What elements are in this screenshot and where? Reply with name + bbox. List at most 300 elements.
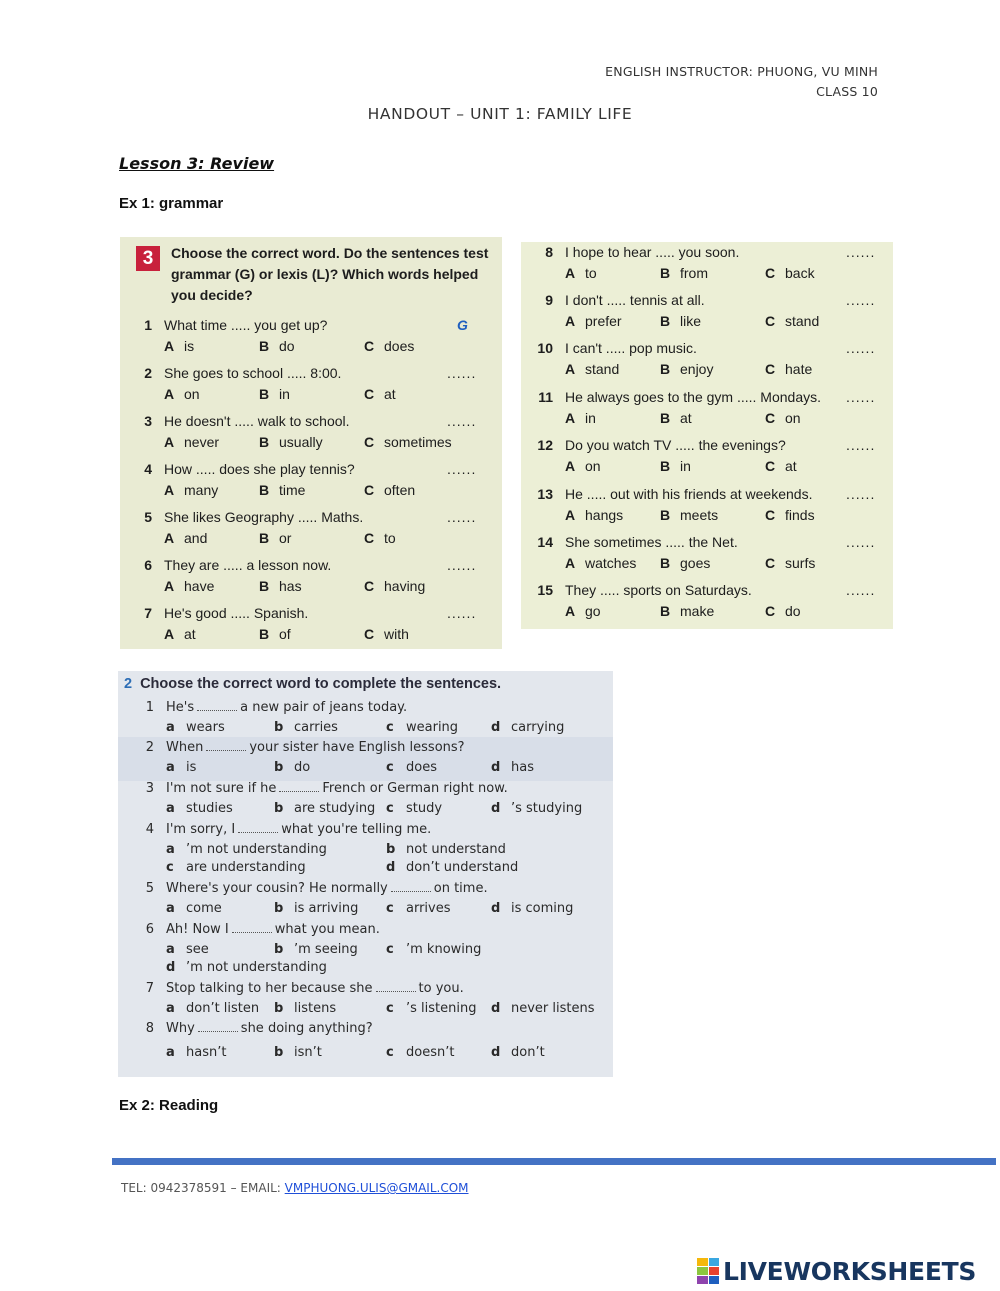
question-row (120, 509, 502, 529)
logo-tile (709, 1258, 720, 1266)
option-letter: A (164, 386, 175, 402)
option-text: stand (785, 313, 820, 329)
exercise2-instruction: Choose the correct word to complete the sentences. (140, 676, 502, 692)
question-row (521, 292, 893, 312)
option-c[interactable] (364, 482, 415, 498)
option-c[interactable] (386, 760, 437, 775)
footer-divider (112, 1158, 996, 1165)
option-a[interactable] (166, 1045, 226, 1060)
question-row (521, 340, 893, 360)
question-text-after: what you mean. (274, 922, 380, 937)
option-d[interactable] (491, 1045, 545, 1060)
option-b[interactable] (386, 842, 506, 857)
option-letter: c (386, 801, 394, 816)
option-letter: C (765, 313, 776, 329)
option-letter: A (164, 434, 175, 450)
liveworksheets-logo (697, 1256, 976, 1286)
option-letter: A (565, 458, 576, 474)
option-letter: C (364, 434, 375, 450)
option-d[interactable] (491, 801, 582, 816)
question-text-after: French or German right now. (322, 781, 508, 796)
question-row (120, 413, 502, 433)
option-text: hangs (585, 507, 624, 523)
option-letter: A (164, 578, 175, 594)
question-text (166, 781, 508, 796)
option-text: wears (186, 720, 225, 735)
option-text: are studying (294, 801, 376, 816)
answer-blank[interactable] (232, 932, 272, 933)
option-c[interactable] (386, 1045, 454, 1060)
option-letter: d (166, 960, 176, 975)
answer-blank[interactable]: ...... (447, 605, 477, 621)
option-text: ’s listening (406, 1001, 477, 1016)
question-number: 12 (537, 437, 553, 453)
option-a[interactable] (164, 626, 196, 642)
option-a[interactable] (565, 507, 623, 523)
exercise2-number: 2 (124, 676, 133, 692)
question-row (120, 605, 502, 625)
option-text: at (680, 410, 692, 426)
option-b[interactable] (259, 530, 291, 546)
question-number: 1 (145, 700, 154, 715)
option-text: at (384, 386, 396, 402)
answer-blank[interactable] (198, 1031, 238, 1032)
option-text: don’t (511, 1045, 545, 1060)
question-text-before: Why (166, 1021, 195, 1036)
option-c[interactable] (364, 578, 425, 594)
option-b[interactable] (660, 555, 710, 571)
option-c[interactable] (364, 530, 396, 546)
question-number: 6 (144, 557, 152, 573)
option-a[interactable] (164, 482, 218, 498)
option-letter: B (660, 458, 671, 474)
question-number: 5 (144, 509, 152, 525)
option-letter: b (274, 1001, 284, 1016)
option-text: is coming (511, 901, 574, 916)
option-text: time (279, 482, 306, 498)
question-number: 2 (144, 365, 152, 381)
option-b[interactable] (259, 578, 302, 594)
answer-blank[interactable]: ...... (846, 340, 876, 356)
option-c[interactable] (765, 507, 815, 523)
option-a[interactable] (166, 801, 233, 816)
answer-blank[interactable]: ...... (846, 534, 876, 550)
option-letter: c (386, 942, 394, 957)
option-text: doesn’t (406, 1045, 455, 1060)
question-number: 8 (545, 244, 553, 260)
option-a[interactable] (164, 386, 200, 402)
option-text: hate (785, 361, 813, 377)
option-a[interactable] (565, 410, 596, 426)
option-letter: C (364, 626, 375, 642)
instructor-name: ENGLISH INSTRUCTOR: PHUONG, VU MINH (605, 64, 878, 79)
question-number: 1 (144, 317, 152, 333)
option-c[interactable] (386, 1001, 476, 1016)
ex1-title: Ex 1: grammar (119, 195, 224, 212)
question-text: She goes to school ..... 8:00. (164, 365, 342, 381)
question-number: 14 (537, 534, 553, 550)
answer-blank[interactable]: ...... (447, 557, 477, 573)
option-b[interactable] (274, 942, 358, 957)
option-letter: B (660, 313, 671, 329)
option-a[interactable] (565, 603, 601, 619)
exercise2-panel (118, 671, 613, 1077)
question-number: 2 (145, 740, 154, 755)
option-text: arrives (406, 901, 451, 916)
option-c[interactable] (765, 410, 801, 426)
option-b[interactable] (259, 482, 305, 498)
question-text-after: to you. (418, 981, 464, 996)
option-text: make (680, 603, 715, 619)
question-text-after: a new pair of jeans today. (240, 700, 408, 715)
option-d[interactable] (386, 860, 518, 875)
question-row (521, 244, 893, 264)
option-letter: C (364, 482, 375, 498)
option-letter: d (491, 801, 501, 816)
question-text (166, 822, 431, 837)
option-a[interactable] (565, 265, 597, 281)
option-b[interactable] (660, 458, 691, 474)
question-text (166, 981, 464, 996)
option-a[interactable] (164, 530, 207, 546)
question-text-before: Where's your cousin? He normally (166, 881, 388, 896)
option-letter: A (565, 507, 576, 523)
option-b[interactable] (259, 434, 323, 450)
option-text: isn’t (294, 1045, 322, 1060)
option-c[interactable] (386, 720, 458, 735)
option-letter: d (491, 901, 501, 916)
question-number: 8 (145, 1021, 154, 1036)
question-text: I hope to hear ..... you soon. (565, 244, 740, 260)
option-text: on (785, 410, 801, 426)
option-letter: B (259, 386, 270, 402)
option-b[interactable] (660, 361, 713, 377)
answer-blank[interactable]: ...... (846, 486, 876, 502)
option-a[interactable] (565, 313, 622, 329)
option-b[interactable] (274, 720, 338, 735)
option-text: surfs (785, 555, 816, 571)
option-letter: C (364, 386, 375, 402)
question-text: I don't ..... tennis at all. (565, 292, 705, 308)
option-b[interactable] (274, 1045, 322, 1060)
option-b[interactable] (660, 265, 708, 281)
question-text: She sometimes ..... the Net. (565, 534, 738, 550)
answer-blank[interactable]: ...... (846, 389, 876, 405)
option-text: many (184, 482, 219, 498)
option-text: prefer (585, 313, 622, 329)
option-text: see (186, 942, 209, 957)
answer-blank[interactable]: ...... (846, 437, 876, 453)
option-text: enjoy (680, 361, 714, 377)
option-letter: C (765, 458, 776, 474)
option-text: usually (279, 434, 323, 450)
option-d[interactable] (491, 901, 573, 916)
option-text: come (186, 901, 222, 916)
option-b[interactable] (259, 338, 295, 354)
question-number: 3 (144, 413, 152, 429)
option-text: has (511, 760, 534, 775)
question-number: 6 (145, 922, 154, 937)
logo-tile (709, 1276, 720, 1284)
option-d[interactable] (491, 1001, 595, 1016)
option-text: ’m knowing (406, 942, 482, 957)
answer-blank[interactable] (376, 991, 416, 992)
option-letter: b (386, 842, 396, 857)
answer-blank[interactable] (279, 791, 319, 792)
option-a[interactable] (166, 842, 327, 857)
option-b[interactable] (274, 760, 310, 775)
option-text: to (585, 265, 597, 281)
question-number: 7 (144, 605, 152, 621)
option-b[interactable] (259, 386, 290, 402)
question-text (166, 881, 488, 896)
option-c[interactable] (386, 942, 481, 957)
option-c[interactable] (364, 434, 452, 450)
option-c[interactable] (765, 265, 815, 281)
question-row (120, 461, 502, 481)
option-text: does (406, 760, 437, 775)
answer-blank[interactable]: ...... (447, 413, 477, 429)
option-text: not understand (406, 842, 506, 857)
option-letter: b (274, 942, 284, 957)
option-a[interactable] (166, 1001, 259, 1016)
option-c[interactable] (765, 313, 819, 329)
logo-tile (697, 1258, 708, 1266)
option-letter: b (274, 901, 284, 916)
question-text: He ..... out with his friends at weekends. (565, 486, 813, 502)
question-number: 15 (537, 582, 553, 598)
option-text: go (585, 603, 601, 619)
question-row (120, 365, 502, 385)
question-text-after: she doing anything? (240, 1021, 373, 1036)
option-letter: B (660, 507, 671, 523)
option-letter: C (765, 555, 776, 571)
question-text-after: what you're telling me. (281, 822, 432, 837)
liveworksheets-logo-text: LIVEWORKSHEETS (723, 1256, 977, 1286)
question-number: 11 (538, 389, 553, 405)
liveworksheets-logo-icon (697, 1258, 719, 1284)
option-c[interactable] (166, 860, 306, 875)
option-letter: a (166, 942, 175, 957)
option-a[interactable] (164, 578, 214, 594)
option-letter: C (364, 530, 375, 546)
option-a[interactable] (164, 338, 194, 354)
option-letter: C (765, 603, 776, 619)
option-text: stand (585, 361, 620, 377)
option-letter: d (491, 1045, 501, 1060)
question-text (166, 922, 380, 937)
question-row (521, 389, 893, 409)
question-number: 7 (145, 981, 154, 996)
option-text: meets (680, 507, 719, 523)
option-text: wearing (406, 720, 459, 735)
option-b[interactable] (274, 1001, 336, 1016)
question-text: She likes Geography ..... Maths. (164, 509, 364, 525)
option-letter: b (274, 801, 284, 816)
option-text: back (785, 265, 815, 281)
option-letter: B (660, 265, 671, 281)
question-number: 13 (537, 486, 553, 502)
question-number: 5 (145, 881, 154, 896)
option-c[interactable] (386, 901, 451, 916)
option-letter: C (364, 578, 375, 594)
document-title: HANDOUT – UNIT 1: FAMILY LIFE (367, 105, 633, 123)
question-number: 3 (145, 781, 154, 796)
option-letter: A (164, 482, 175, 498)
option-text: ’m seeing (294, 942, 358, 957)
option-text: in (279, 386, 290, 402)
question-number: 9 (545, 292, 553, 308)
question-text (166, 1021, 373, 1036)
option-letter: c (386, 760, 394, 775)
option-b[interactable] (274, 801, 375, 816)
question-text: He's good ..... Spanish. (164, 605, 309, 621)
option-letter: B (660, 555, 671, 571)
option-c[interactable] (765, 555, 815, 571)
answer-blank[interactable]: ...... (447, 509, 477, 525)
option-text: at (184, 626, 196, 642)
option-letter: B (259, 434, 270, 450)
option-b[interactable] (660, 313, 701, 329)
option-letter: C (765, 507, 776, 523)
option-d[interactable] (166, 960, 327, 975)
question-text (166, 700, 407, 715)
option-text: watches (585, 555, 637, 571)
option-text: carries (294, 720, 338, 735)
option-letter: B (259, 626, 270, 642)
option-b[interactable] (274, 901, 358, 916)
answer-blank[interactable]: ...... (447, 365, 477, 381)
option-c[interactable] (364, 338, 414, 354)
question-text-before: When (166, 740, 204, 755)
answer-blank[interactable] (391, 891, 431, 892)
option-text: studies (186, 801, 233, 816)
option-a[interactable] (166, 720, 225, 735)
option-letter: b (274, 720, 284, 735)
question-text: I can't ..... pop music. (565, 340, 697, 356)
exercise3-instruction: Choose the correct word. Do the sentences test grammar (G) or lexis (L)? Which words helped you decide? (171, 245, 489, 303)
option-text: hasn’t (186, 1045, 227, 1060)
option-a[interactable] (565, 555, 636, 571)
option-text: do (294, 760, 311, 775)
option-d[interactable] (491, 720, 564, 735)
option-a[interactable] (166, 942, 209, 957)
option-text: at (785, 458, 797, 474)
option-text: has (279, 578, 302, 594)
answer-blank[interactable]: ...... (846, 582, 876, 598)
option-letter: B (660, 603, 671, 619)
option-c[interactable] (765, 603, 801, 619)
option-letter: A (565, 555, 576, 571)
option-letter: B (660, 361, 671, 377)
option-text: do (785, 603, 801, 619)
answer-blank[interactable] (197, 710, 237, 711)
option-letter: a (166, 1045, 175, 1060)
question-text: They are ..... a lesson now. (164, 557, 332, 573)
option-b[interactable] (660, 507, 718, 523)
option-c[interactable] (386, 801, 442, 816)
answer-blank[interactable] (206, 750, 246, 751)
option-letter: c (386, 1001, 394, 1016)
option-text: like (680, 313, 702, 329)
option-a[interactable] (166, 760, 196, 775)
option-text: don’t listen (186, 1001, 260, 1016)
question-text-before: I'm sorry, I (166, 822, 236, 837)
option-d[interactable] (491, 760, 534, 775)
answer-blank[interactable]: ...... (447, 461, 477, 477)
option-c[interactable] (765, 458, 797, 474)
question-text: He doesn't ..... walk to school. (164, 413, 350, 429)
option-letter: d (491, 760, 501, 775)
option-text: don’t understand (406, 860, 519, 875)
option-text: ’m not understanding (186, 960, 327, 975)
option-letter: A (164, 530, 175, 546)
option-text: is (186, 760, 197, 775)
option-letter: a (166, 842, 175, 857)
option-letter: a (166, 720, 175, 735)
option-text: listens (294, 1001, 337, 1016)
option-text: is (184, 338, 195, 354)
question-text-after: your sister have English lessons? (249, 740, 465, 755)
option-c[interactable] (364, 626, 409, 642)
option-letter: d (491, 720, 501, 735)
question-text-before: Stop talking to her because she (166, 981, 373, 996)
answer-blank[interactable]: ...... (846, 292, 876, 308)
footer-phone: TEL: 0942378591 – EMAIL: (121, 1181, 285, 1195)
option-letter: C (364, 338, 375, 354)
question-text: He always goes to the gym ..... Mondays. (565, 389, 822, 405)
logo-tile (697, 1267, 708, 1275)
option-a[interactable] (166, 901, 222, 916)
option-text: from (680, 265, 708, 281)
option-b[interactable] (259, 626, 291, 642)
lesson-title: Lesson 3: Review (119, 154, 275, 173)
option-c[interactable] (765, 361, 812, 377)
option-letter: d (491, 1001, 501, 1016)
option-letter: a (166, 901, 175, 916)
option-text: on (585, 458, 601, 474)
option-b[interactable] (660, 410, 692, 426)
option-text: never listens (511, 1001, 595, 1016)
footer-email-link[interactable]: VMPHUONG.ULIS@GMAIL.COM (284, 1181, 469, 1195)
option-letter: a (166, 760, 175, 775)
option-letter: b (274, 760, 284, 775)
question-number: 4 (145, 822, 154, 837)
answer-blank[interactable]: ...... (846, 244, 876, 260)
footer-contact (121, 1181, 469, 1195)
option-a[interactable] (565, 361, 619, 377)
question-text-before: He's (166, 700, 195, 715)
option-a[interactable] (164, 434, 219, 450)
option-text: is arriving (294, 901, 359, 916)
option-letter: c (386, 720, 394, 735)
option-b[interactable] (660, 603, 714, 619)
option-text: in (680, 458, 691, 474)
question-number: 4 (144, 461, 152, 477)
option-text: often (384, 482, 416, 498)
option-letter: a (166, 801, 175, 816)
option-c[interactable] (364, 386, 396, 402)
option-a[interactable] (565, 458, 601, 474)
option-text: goes (680, 555, 711, 571)
answer-mark: G (457, 317, 468, 333)
answer-blank[interactable] (238, 832, 278, 833)
option-text: study (406, 801, 443, 816)
option-text: never (184, 434, 220, 450)
option-text: sometimes (384, 434, 452, 450)
option-letter: A (565, 410, 576, 426)
question-row (521, 582, 893, 602)
